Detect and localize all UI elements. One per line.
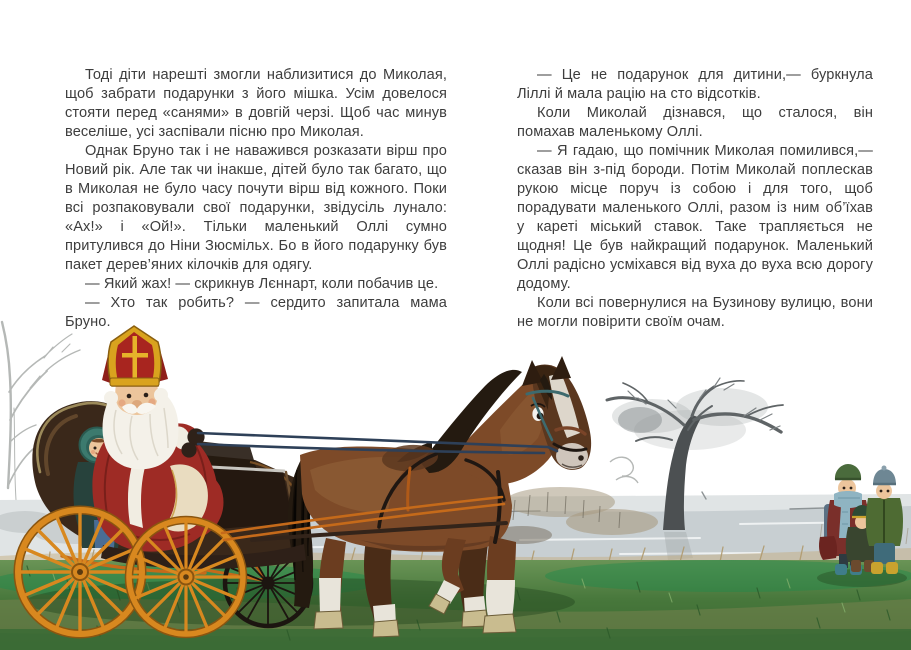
- paragraph: Коли всі повернулися на Бузинову вулицю, вони не могли повірити своїм очам.: [517, 295, 873, 330]
- paragraph: Однак Бруно так і не наважився розказати вірш про Новий рік. Але так чи інакше, дітей було так багато, що в Миколая не було часу почути вірш від кожного. Поки всі розпаковували свої подарунки, звідусіль лунало: «Ах!» і «Ой!». Тільки маленький Оллі сумно притулився до Ніни Зюсмільх. Бо в його подарунку був пакет дерев’яних кілочків для одягу.: [65, 143, 447, 273]
- paragraph: — Який жах! — скрикнув Лєннарт, коли побачив це.: [85, 276, 439, 292]
- carriage-wheel-left: [18, 510, 142, 634]
- nicholas-mitre: [102, 326, 168, 386]
- children-group: [819, 464, 908, 575]
- paragraph: Тоді діти нарешті змогли наблизитися до Миколая, щоб забрати подарунки з його мішка. Усім довелося стояти перед «санями» в довгій черзі. Щоб час минув веселіше, усі заспівали пісню про Миколая.: [65, 67, 447, 140]
- boy-face: [876, 483, 892, 499]
- right-text-column: [517, 66, 873, 332]
- girl-hat: [835, 464, 861, 480]
- paragraph: — Хто так робить? — сердито запитала мама Бруно.: [65, 295, 447, 330]
- boy-hat: [873, 469, 896, 485]
- paragraph: — Це не подарунок для дитини,— буркнула Ліллі й мала рацію на сто відсотків.: [517, 67, 873, 102]
- paragraph: — Я гадаю, що помічник Миколая помилився,— сказав він з-під бороди. Потім Миколай поплескав рукою місце поруч із собою і для того, щоб порадувати маленького Оллі, разом із ним об’їхав у кареті міський ставок. Таке трапляється не щодня! Це був найкращий подарунок. Маленький Оллі радісно усміхався від вуха до вуха всю дорогу додому.: [517, 143, 873, 292]
- girl-scarf: [834, 491, 862, 508]
- left-text-column: [65, 66, 447, 332]
- carriage-wheel-middle: [129, 520, 243, 634]
- nicholas-mitten-2: [181, 442, 196, 457]
- paragraph: Коли Миколай дізнався, що сталося, він помахав маленькому Оллі.: [517, 105, 873, 140]
